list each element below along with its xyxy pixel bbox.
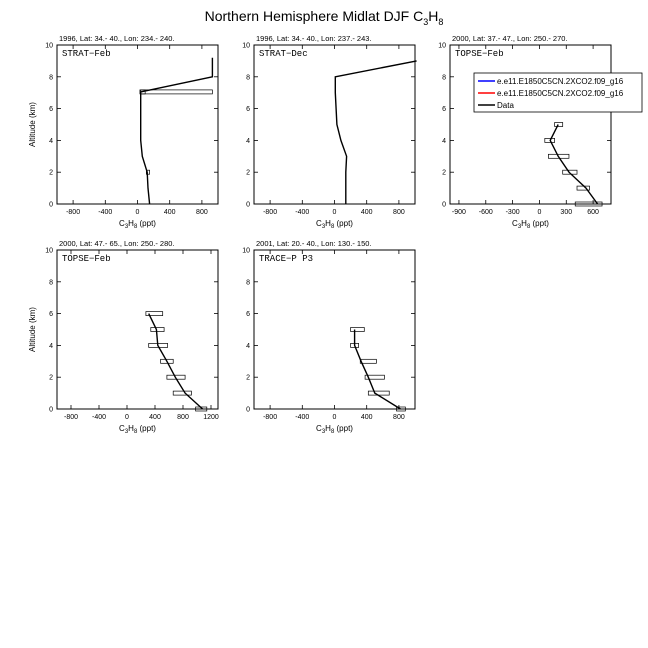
- y-axis-label: Altitude (km): [28, 102, 37, 147]
- x-tick-label: 0: [537, 209, 542, 216]
- legend: [474, 73, 642, 112]
- plot-frame: [254, 250, 415, 409]
- y-tick-label: 4: [49, 342, 53, 350]
- x-tick-label: -800: [66, 209, 81, 216]
- y-tick-label: 6: [49, 311, 53, 319]
- y-tick-label: 8: [49, 279, 53, 287]
- plot-frame: [450, 45, 611, 204]
- error-bar: [151, 328, 164, 332]
- data-series-line: [335, 61, 416, 204]
- x-tick-label: 1200: [203, 414, 219, 421]
- plot-frame: [57, 45, 218, 204]
- data-series-line: [550, 125, 597, 205]
- y-tick-label: 4: [442, 137, 446, 145]
- y-tick-label: 6: [442, 106, 446, 114]
- error-bar: [555, 123, 563, 127]
- y-tick-label: 10: [242, 247, 250, 255]
- y-tick-label: 6: [49, 106, 53, 114]
- plot-frame: [57, 250, 218, 409]
- y-tick-label: 2: [246, 169, 250, 177]
- panel-title: 1996, Lat: 34.- 40., Lon: 234.- 240.: [59, 34, 175, 43]
- x-axis-label: $C_3H_8$ (ppt): [316, 219, 353, 230]
- y-tick-label: 0: [246, 406, 250, 414]
- x-tick-label: 0: [125, 414, 129, 421]
- x-tick-label: -800: [263, 209, 278, 216]
- x-tick-label: -300: [505, 209, 520, 216]
- y-tick-label: 2: [49, 169, 53, 177]
- panel-title: 1996, Lat: 34.- 40., Lon: 237.- 243.: [256, 34, 372, 43]
- data-series-line: [141, 58, 213, 204]
- y-tick-label: 2: [442, 169, 446, 177]
- x-tick-label: -400: [98, 209, 113, 216]
- panel-label: STRAT−Feb: [62, 49, 111, 59]
- error-bar: [360, 359, 376, 363]
- y-tick-label: 8: [246, 74, 250, 82]
- error-bar: [146, 312, 163, 316]
- x-tick-label: -800: [63, 414, 79, 421]
- panel-label: STRAT−Dec: [259, 49, 308, 59]
- panel-label: TOPSE−Feb: [455, 49, 504, 59]
- x-axis-label: $C_3H_8$ (ppt): [316, 424, 353, 435]
- figure-title: Northern Hemisphere Midlat DJF $C_3H_8$: [204, 8, 444, 27]
- y-tick-label: 2: [49, 374, 53, 382]
- x-tick-label: 0: [332, 209, 337, 216]
- data-series-line: [355, 330, 401, 410]
- y-tick-label: 8: [246, 279, 250, 287]
- panel-4: [28, 239, 219, 435]
- x-tick-label: -800: [263, 414, 278, 421]
- x-tick-label: -900: [451, 209, 466, 216]
- x-axis-label: $C_3H_8$ (ppt): [119, 424, 156, 435]
- error-bar: [173, 391, 191, 395]
- x-tick-label: 0: [332, 414, 337, 421]
- x-tick-label: 800: [393, 209, 405, 216]
- error-bar: [368, 391, 389, 395]
- y-axis-label: Altitude (km): [28, 307, 37, 352]
- x-tick-label: 600: [587, 209, 599, 216]
- y-tick-label: 6: [246, 311, 250, 319]
- x-tick-label: 400: [360, 414, 373, 421]
- y-tick-label: 8: [49, 74, 53, 82]
- data-series-line: [149, 314, 203, 409]
- y-tick-label: 2: [246, 374, 250, 382]
- panel-1: [28, 34, 218, 230]
- panel-3: [438, 34, 611, 230]
- x-tick-label: 400: [360, 209, 373, 216]
- y-tick-label: 4: [246, 137, 250, 145]
- x-tick-label: 400: [149, 414, 161, 421]
- x-tick-label: 800: [393, 414, 405, 421]
- y-tick-label: 0: [49, 406, 53, 414]
- x-tick-label: -600: [478, 209, 493, 216]
- error-bar: [141, 90, 213, 94]
- y-tick-label: 10: [242, 42, 250, 50]
- x-tick-label: -400: [91, 414, 107, 421]
- y-tick-label: 0: [49, 201, 53, 209]
- x-tick-label: 400: [163, 209, 176, 216]
- y-tick-label: 10: [45, 42, 53, 50]
- panel-title: 2000, Lat: 37.- 47., Lon: 250.- 270.: [452, 34, 568, 43]
- y-tick-label: 4: [49, 137, 53, 145]
- legend-entry: e.e11.E1850C5CN.2XCO2.f09_g16: [497, 77, 624, 86]
- y-tick-label: 4: [246, 342, 250, 350]
- panel-label: TRACE−P P3: [259, 254, 314, 264]
- legend-entry: e.e11.E1850C5CN.2XCO2.f09_g16: [497, 89, 624, 98]
- legend-entry: Data: [497, 101, 514, 110]
- y-tick-label: 0: [246, 201, 250, 209]
- x-tick-label: -400: [295, 414, 310, 421]
- x-tick-label: 300: [560, 209, 573, 216]
- x-tick-label: 800: [177, 414, 189, 421]
- x-tick-label: 0: [135, 209, 140, 216]
- panel-2: [242, 34, 416, 230]
- y-tick-label: 0: [442, 201, 446, 209]
- x-axis-label: $C_3H_8$ (ppt): [119, 219, 156, 230]
- y-tick-label: 10: [438, 42, 446, 50]
- panel-5: [242, 239, 415, 435]
- x-axis-label: $C_3H_8$ (ppt): [512, 219, 549, 230]
- x-tick-label: -400: [295, 209, 310, 216]
- x-tick-label: 800: [196, 209, 208, 216]
- y-tick-label: 10: [45, 247, 53, 255]
- error-bar: [351, 328, 365, 332]
- y-tick-label: 8: [442, 74, 446, 82]
- plot-frame: [254, 45, 415, 204]
- panel-label: TOPSE−Feb: [62, 254, 111, 264]
- panel-title: 2001, Lat: 20.- 40., Lon: 130.- 150.: [256, 239, 372, 248]
- y-tick-label: 6: [246, 106, 250, 114]
- panel-title: 2000, Lat: 47.- 65., Lon: 250.- 280.: [59, 239, 175, 248]
